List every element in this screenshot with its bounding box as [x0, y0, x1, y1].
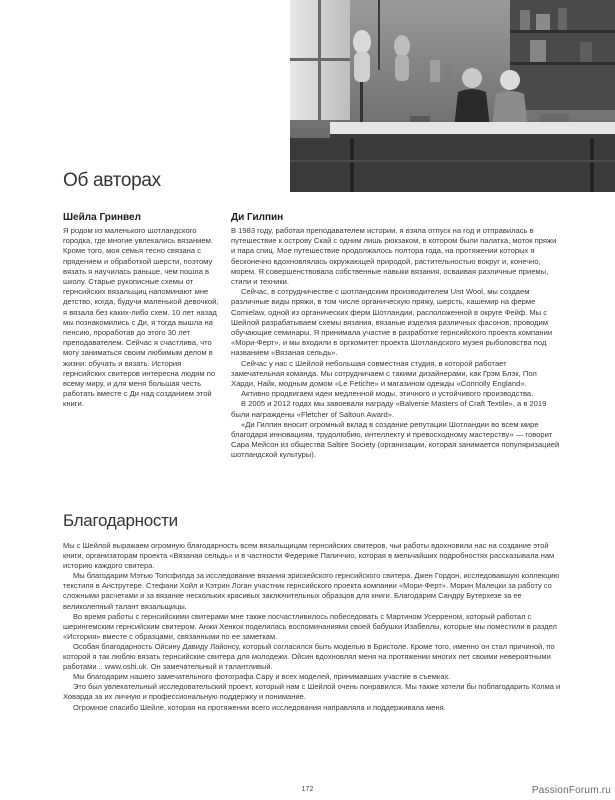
acknowledgements-paragraph: Мы с Шейлой выражаем огромную благодарность всем вязальщицам гернсийских свитеров, чьи работы вдохновили нас на создание этой книги, организаторам проекта «Вязаная сельдь» и в частности Федерике Папиччио, которая в мельчайших подробностях рассказывала нам историю каждого свитера.: [63, 541, 555, 571]
author1-name: Шейла Гринвел: [63, 212, 141, 223]
about-authors-heading: Об авторах: [63, 170, 161, 191]
author1-paragraph: Я родом из маленького шотландского городка, где многие увлекались вязанием. Кроме того, моя семья тесно связана с прядением и обработкой шерсти, поэтому вязать я научилась раньше, чем пошла в школу. Старые рукописные схемы от гернсийских вязальщиц напоминают мне детство, когда, будучи маленькой девочкой, я вязала без каких-либо схем. 10 лет назад мы познакомились с Ди, я тогда вышла на пенсию, проработав до этого 30 лет преподавателем. Сейчас я счастлива, что могу заниматься своим любимым делом в жизни: обучать и вязать. История гернсийских свитеров интересна людям по всему миру, и для меня большая честь работать вместе с Ди над созданием этой книги.: [63, 226, 219, 409]
author2-paragraph: В 2005 и 2012 годах мы завоевали награду «Balvenie Masters of Craft Textile», а в 2019 были награждены «Fletcher of Saltoun Award».: [231, 399, 547, 419]
studio-photo-drawing: [290, 0, 615, 192]
page-number: 172: [301, 786, 314, 793]
acknowledgements-heading: Благодарности: [63, 511, 178, 530]
acknowledgements-paragraph: Особая благодарность Ойсину Давиду Лайонсу, который согласился быть моделью в Бристоле. Кроме того, именно он стал причиной, по которой я так люблю вязать гернсийские свитера для молодежи. Ойсин вдохновлял меня на протяжении многих лет своими невероятными работами... www.oshi.uk. Он замечательный и талантливый.: [63, 641, 555, 672]
authors-photo: [290, 0, 615, 192]
author2-paragraph: В 1983 году, работая преподавателем истории, я взяла отпуск на год и отправилась в путешествие к острову Скай с одним лишь рюкзаком, в котором были палатка, моток пряжи и пара спиц. Мое путешествие продолжалось полтора года, на протяжении которых я бесконечно вдохновлялась окружающей природой, растительностью вокруг и, конечно, морем. Я совершенствовала собственные навыки вязания, осваивая различные приемы, стили и техники.: [231, 226, 557, 287]
author2-biography: [231, 226, 561, 461]
acknowledgements-paragraph: Мы благодарим нашего замечательного фотографа Сару и всех моделей, принимавших участие в съемках.: [73, 672, 451, 682]
acknowledgements-paragraph: Это был увлекательный исследовательский проект, который нам с Шейлой очень понравился. Мы также хотели бы поблагодарить Колма и Ховарда за их личную и профессиональную поддержку и понимание.: [63, 682, 561, 702]
author1-biography: [63, 226, 220, 410]
acknowledgements-text: [63, 541, 561, 713]
acknowledgements-paragraph: Во время работы с гернсийскими свитерами мне также посчастливилось побеседовать с Мартином Усерреном, который работал с шерингемским гернсийским свитером. Анжи Хенкок поделилась воспоминаниями своей бабушки Изабеллы, которые мы поместили в раздел «История» вместе с образцами, связанными по ее заметкам.: [63, 611, 557, 641]
author2-paragraph: Сейчас у нас с Шейлой небольшая совместная студия, в которой работает замечательная команда. Мы сотрудничаем с такими дизайнерами, как Грэм Блэк, Пол Харди, Найк, модным домом «Le Fetiche» и магазином одежды «Connolly England».: [231, 358, 537, 389]
author2-paragraph: «Ди Гилпин вносит огромный вклад в создание репутации Шотландии во всем мире благодаря инновациям, трудолюбию, интеллекту и превосходному мастерству» — говорит Сара Мейсон из общества Saltire Society (организации, которая занимается популяризацией шотландской культуры).: [231, 419, 560, 460]
author2-paragraph: Сейчас, в сотрудничестве с шотландским производителем Uist Wool, мы создаем различные виды пряжи, в том числе органическую пряжу, шерсть, кашемир на ферме Comielaw, одной из органических ферм Шотландии, расположенной в округе Фейф. Мы с Шейлой разрабатываем схемы вязания, вязаные изделия различных фасонов, проводим обучающие семинары. Я принимала участие в разработке гернсийского проекта компании «Мори-Ферт», и мы входили в оргкомитет проекта Шотландского музея рыболовства под названием «Вязаная сельдь».: [231, 287, 553, 358]
acknowledgements-paragraph: Мы благодарим Мэтью Топсфилда за исследование вязания эрискейского гернсийского свитера. Джен Гордон, исследовавшую коллекцию текстиля в Анструтере. Стефани Хойл и Кэтрин Логан участник гернсийского проекта компании «Мори-Ферт». Морин Малецки за работу со сложными расчетами и за вязание нескольких красивых заключительных образцов для книги. Благодарим Сандру Бутерхезе за ее великолепный талант вязальщицы.: [63, 571, 560, 611]
acknowledgements-paragraph: Огромное спасибо Шейле, которая на протяжении всего исследования направляла и поддерживала меня.: [73, 702, 446, 712]
author2-paragraph: Активно продвигаем идеи медленной моды, этичного и устойчивого производства.: [241, 389, 534, 399]
author2-name: Ди Гилпин: [231, 212, 284, 223]
watermark: PassionForum.ru: [531, 785, 611, 796]
